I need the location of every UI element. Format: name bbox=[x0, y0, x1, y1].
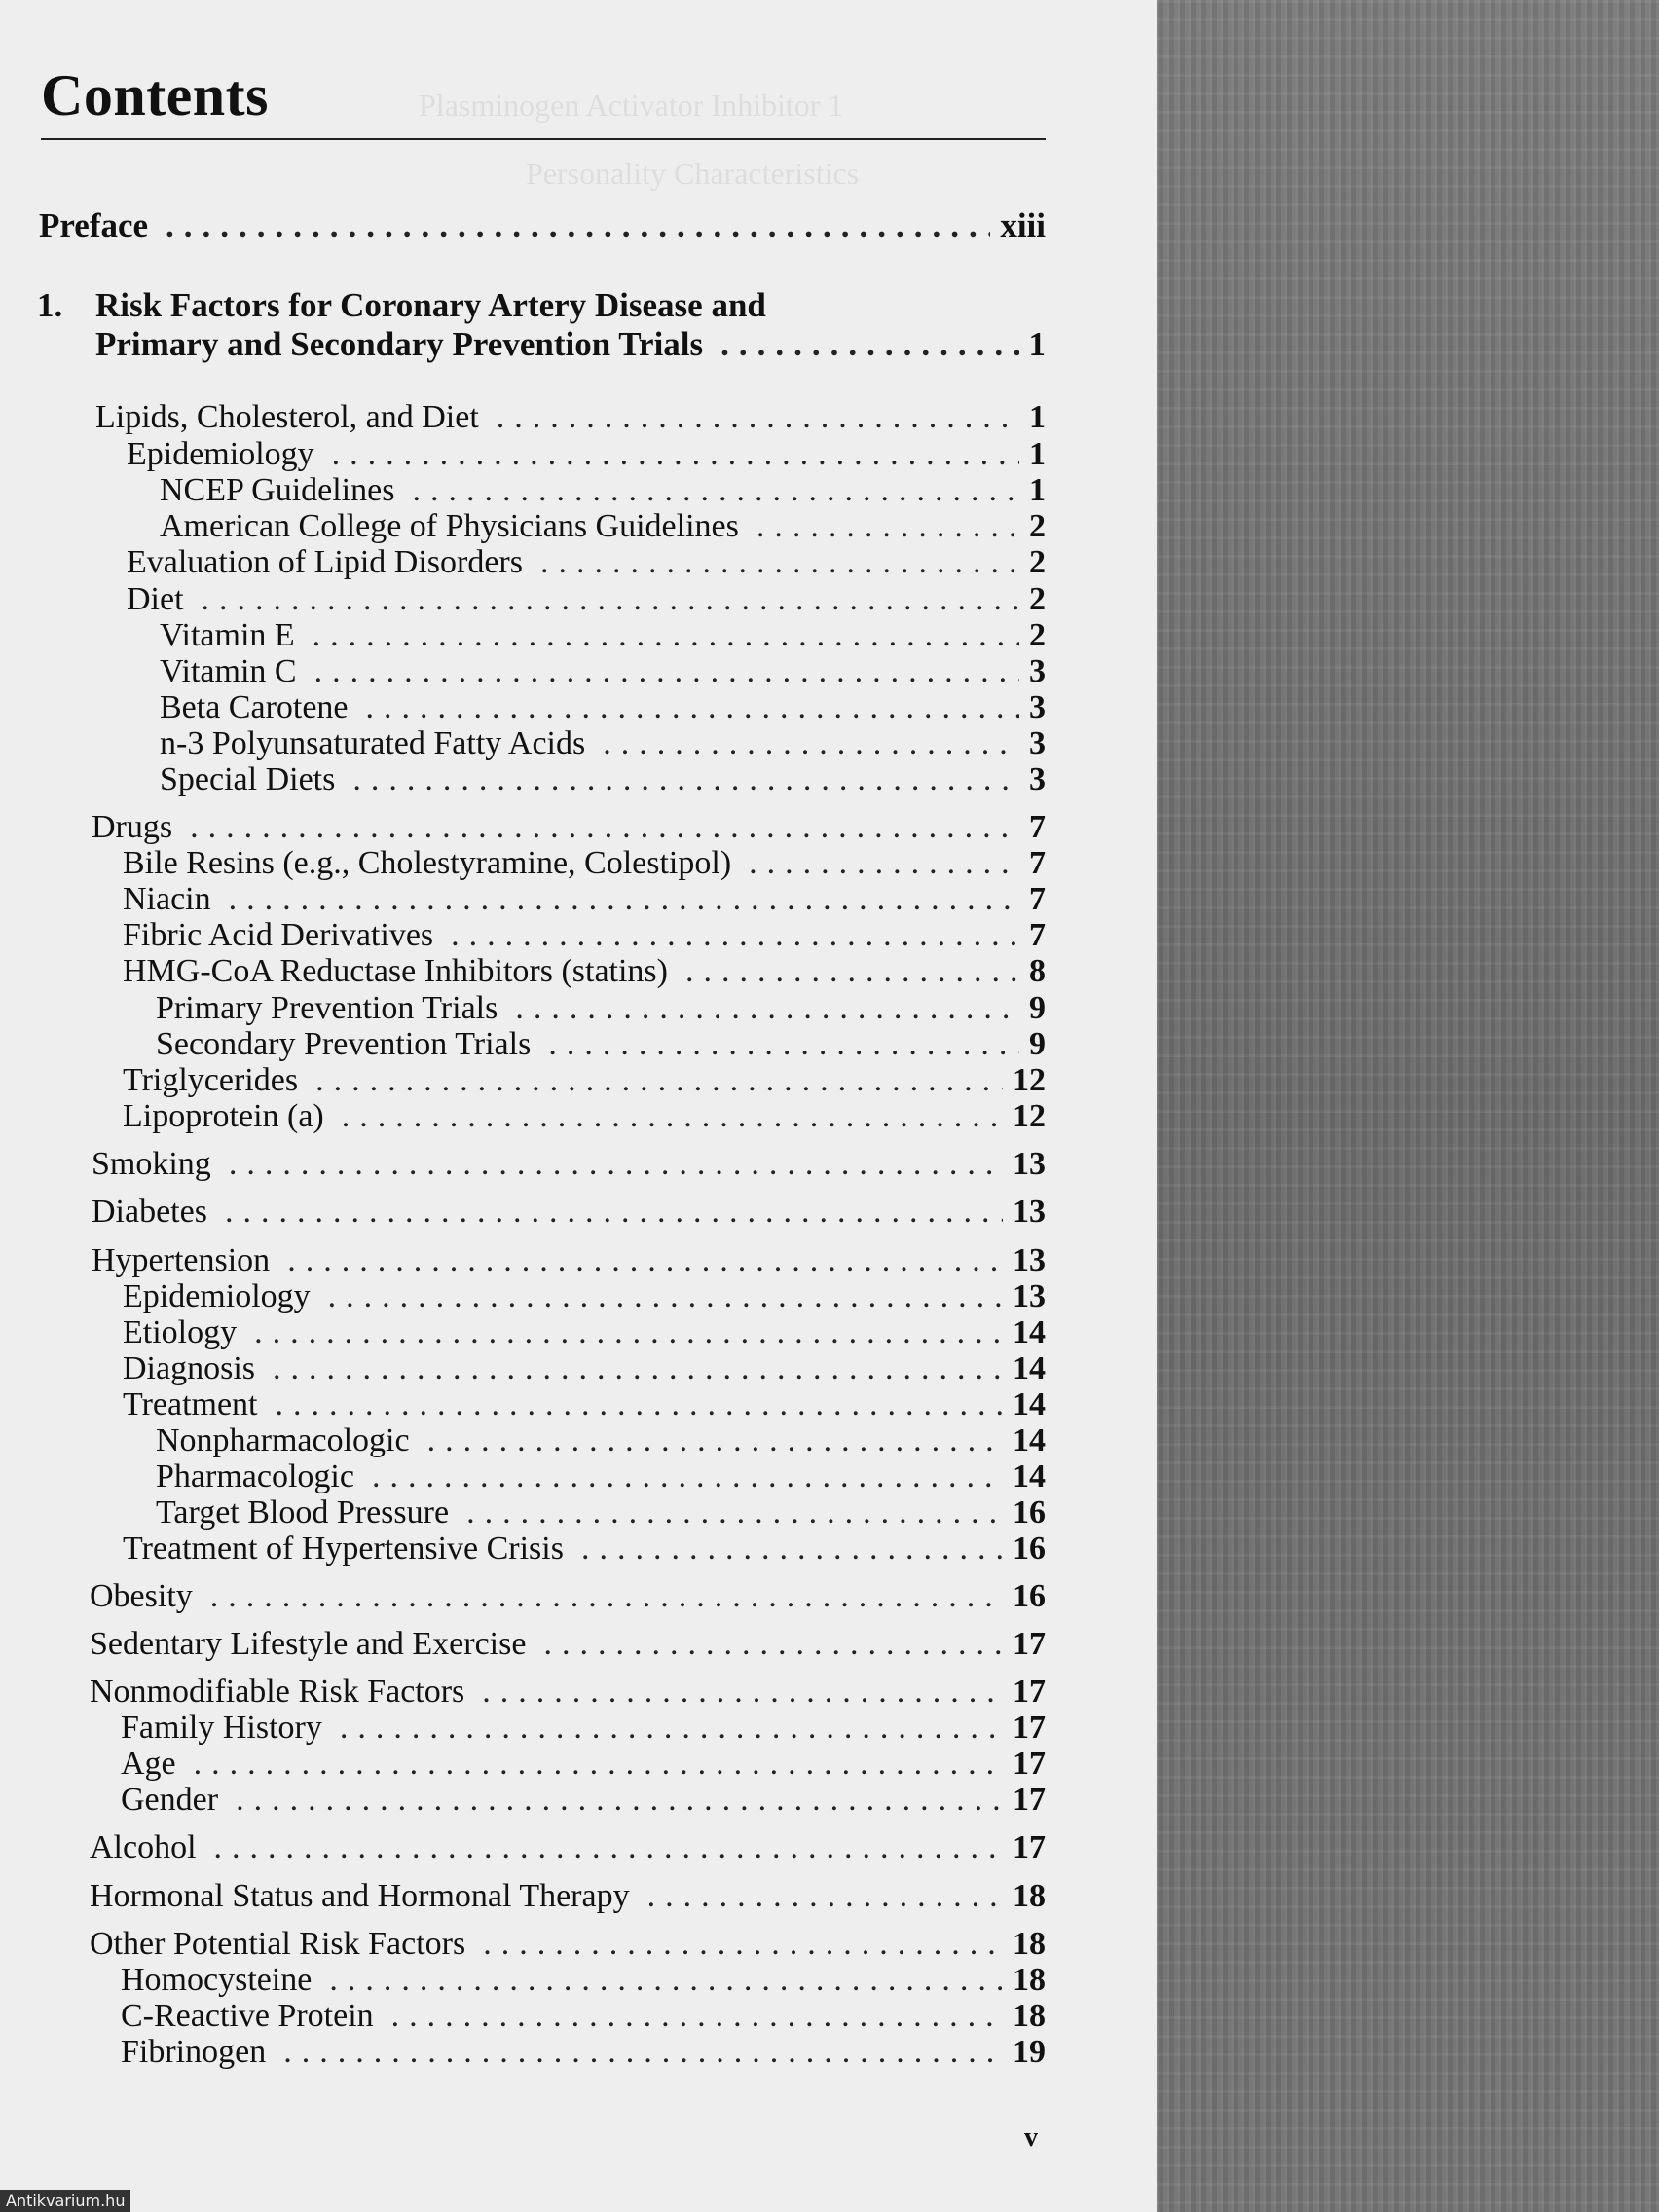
toc-entry-label: HMG-CoA Reductase Inhibitors (statins) bbox=[123, 953, 668, 989]
leader-dots bbox=[283, 2034, 1003, 2071]
toc-entry bbox=[121, 1710, 1046, 1747]
toc-entry-chapter bbox=[95, 325, 1046, 362]
leader-dots bbox=[202, 581, 1019, 618]
toc-entry bbox=[95, 399, 1046, 436]
toc-entry-label: Special Diets bbox=[160, 761, 336, 797]
toc-entry-page: 17 bbox=[1013, 1829, 1046, 1865]
toc-entry bbox=[121, 1746, 1046, 1783]
bleed-through-text: Personality Characteristics bbox=[526, 156, 860, 191]
toc-entry bbox=[92, 1146, 1046, 1183]
toc-entry-label: Obesity bbox=[90, 1578, 193, 1614]
toc-entry bbox=[156, 1422, 1046, 1459]
toc-entry-label: Diet bbox=[127, 581, 184, 617]
toc-entry-label: American College of Physicians Guidelines bbox=[160, 508, 739, 544]
toc-entry bbox=[90, 1578, 1046, 1615]
leader-dots bbox=[548, 1026, 1019, 1063]
toc-entry-label: Family History bbox=[121, 1710, 322, 1746]
leader-dots bbox=[190, 809, 1019, 846]
toc-entry-page: 1 bbox=[1029, 436, 1046, 472]
leader-dots bbox=[366, 689, 1019, 726]
leader-dots bbox=[315, 1062, 1003, 1099]
toc-entry-label: n-3 Polyunsaturated Fatty Acids bbox=[160, 725, 586, 761]
toc-entry bbox=[123, 1314, 1046, 1351]
toc-entry-label: Pharmacologic bbox=[156, 1458, 354, 1494]
leader-dots bbox=[756, 508, 1019, 545]
toc-entry-page: 3 bbox=[1029, 725, 1046, 761]
toc-entry bbox=[127, 436, 1046, 473]
toc-entry-page: xiii bbox=[1000, 206, 1046, 244]
chapter-number: 1. bbox=[37, 286, 63, 324]
leader-dots bbox=[466, 1494, 1003, 1531]
toc-entry-page: 17 bbox=[1013, 1782, 1046, 1818]
watermark: Antikvarium.hu bbox=[0, 2190, 130, 2212]
leader-dots bbox=[225, 1194, 1003, 1231]
leader-dots bbox=[214, 1829, 1003, 1866]
toc-entry-page: 14 bbox=[1013, 1314, 1046, 1350]
toc-entry-page: 1 bbox=[1029, 472, 1046, 508]
toc-entry-label: Fibrinogen bbox=[121, 2034, 267, 2070]
toc-entry-page: 7 bbox=[1029, 917, 1046, 953]
toc-entry-label: Alcohol bbox=[90, 1829, 197, 1865]
leader-dots bbox=[482, 1674, 1003, 1711]
toc-entry bbox=[160, 689, 1046, 726]
toc-entry bbox=[123, 1530, 1046, 1567]
toc-entry bbox=[127, 581, 1046, 618]
toc-entry-label: Homocysteine bbox=[121, 1962, 313, 1998]
toc-entry bbox=[121, 2034, 1046, 2071]
toc-entry bbox=[123, 845, 1046, 882]
toc-entry bbox=[121, 1962, 1046, 1999]
toc-entry-label: Treatment bbox=[123, 1386, 258, 1422]
toc-entry-label: Gender bbox=[121, 1782, 219, 1818]
toc-entry bbox=[123, 1386, 1046, 1423]
toc-entry bbox=[160, 761, 1046, 798]
leader-dots bbox=[342, 1098, 1003, 1135]
toc-entry-page: 3 bbox=[1029, 689, 1046, 725]
toc-entry bbox=[160, 508, 1046, 545]
leader-dots bbox=[412, 472, 1019, 509]
leader-dots bbox=[229, 1146, 1003, 1183]
leader-dots bbox=[328, 1278, 1003, 1315]
toc-entry bbox=[156, 1458, 1046, 1495]
toc-entry-page: 9 bbox=[1029, 1026, 1046, 1062]
toc-entry bbox=[160, 617, 1046, 654]
chapter-title-line2: Primary and Secondary Prevention Trials bbox=[95, 325, 704, 363]
toc-entry-label: Diagnosis bbox=[123, 1350, 255, 1386]
leader-dots bbox=[332, 436, 1019, 473]
leader-dots bbox=[340, 1710, 1003, 1747]
toc-entry-page: 19 bbox=[1013, 2034, 1046, 2070]
toc-entry-page: 7 bbox=[1029, 845, 1046, 881]
leader-dots bbox=[497, 399, 1019, 436]
toc-entry-page: 8 bbox=[1029, 953, 1046, 989]
leader-dots bbox=[372, 1458, 1003, 1495]
bleed-through-text: Plasminogen Activator Inhibitor 1 bbox=[419, 88, 844, 123]
toc-entry-label: Smoking bbox=[92, 1146, 211, 1182]
leader-dots bbox=[685, 953, 1019, 990]
toc-entry-page: 3 bbox=[1029, 653, 1046, 689]
toc-entry bbox=[121, 1998, 1046, 2035]
leader-dots bbox=[194, 1746, 1003, 1783]
toc-entry-page: 18 bbox=[1013, 1878, 1046, 1914]
page-number: v bbox=[1024, 2122, 1038, 2153]
toc-entry-page: 14 bbox=[1013, 1458, 1046, 1494]
toc-entry bbox=[90, 1829, 1046, 1866]
toc-entry bbox=[156, 990, 1046, 1027]
toc-entry-page: 13 bbox=[1013, 1278, 1046, 1314]
toc-entry-page: 18 bbox=[1013, 1998, 1046, 2034]
toc-entry bbox=[92, 1194, 1046, 1231]
toc-entry-label: Nonmodifiable Risk Factors bbox=[90, 1674, 465, 1710]
leader-dots bbox=[276, 1386, 1003, 1423]
toc-entry-label: Age bbox=[121, 1746, 176, 1782]
toc-entry-page: 2 bbox=[1029, 544, 1046, 580]
toc-entry-page: 3 bbox=[1029, 761, 1046, 797]
toc-entry-label: Epidemiology bbox=[123, 1278, 311, 1314]
toc-entry-label: Fibric Acid Derivatives bbox=[123, 917, 434, 953]
toc-entry bbox=[123, 917, 1046, 954]
toc-entry bbox=[160, 472, 1046, 509]
leader-dots bbox=[273, 1350, 1003, 1387]
toc-entry-page: 18 bbox=[1013, 1926, 1046, 1962]
toc-entry-label: Vitamin E bbox=[160, 617, 295, 653]
chapter-title-line1: Risk Factors for Coronary Artery Disease and bbox=[95, 286, 766, 324]
toc-entry bbox=[123, 1278, 1046, 1315]
toc-entry-page: 13 bbox=[1013, 1194, 1046, 1230]
toc-entry-page: 9 bbox=[1029, 990, 1046, 1026]
toc-entry-label: Other Potential Risk Factors bbox=[90, 1926, 466, 1962]
toc-entry-label: Hormonal Status and Hormonal Therapy bbox=[90, 1878, 630, 1914]
leader-dots bbox=[515, 990, 1019, 1027]
toc-entry-label: Nonpharmacologic bbox=[156, 1422, 410, 1458]
leader-dots bbox=[451, 917, 1019, 954]
toc-entry-page: 17 bbox=[1013, 1710, 1046, 1746]
leader-dots bbox=[166, 206, 990, 245]
leader-dots bbox=[287, 1242, 1003, 1279]
toc-entry-page: 2 bbox=[1029, 617, 1046, 653]
leader-dots bbox=[314, 653, 1019, 690]
toc-entry-page: 13 bbox=[1013, 1242, 1046, 1278]
toc-entry-page: 16 bbox=[1013, 1494, 1046, 1530]
toc-entry-page: 12 bbox=[1013, 1062, 1046, 1098]
toc-entry-page: 16 bbox=[1013, 1578, 1046, 1614]
toc-entry bbox=[127, 544, 1046, 581]
toc-entry-label: Beta Carotene bbox=[160, 689, 349, 725]
toc-entry-page: 14 bbox=[1013, 1422, 1046, 1458]
toc-entry-page: 17 bbox=[1013, 1674, 1046, 1710]
toc-entry-label: Etiology bbox=[123, 1314, 238, 1350]
leader-dots bbox=[352, 761, 1019, 798]
toc-entry bbox=[90, 1926, 1046, 1963]
toc-entry bbox=[123, 1350, 1046, 1387]
toc-entry-page: 16 bbox=[1013, 1530, 1046, 1567]
leader-dots bbox=[720, 325, 1018, 364]
toc-entry-label: Preface bbox=[39, 206, 149, 244]
toc-entry bbox=[160, 653, 1046, 690]
toc-entry bbox=[121, 1782, 1046, 1819]
toc-entry-page: 2 bbox=[1029, 581, 1046, 617]
toc-entry bbox=[123, 953, 1046, 990]
toc-entry-page: 13 bbox=[1013, 1146, 1046, 1182]
leader-dots bbox=[749, 845, 1019, 882]
toc-entry-page: 18 bbox=[1013, 1962, 1046, 1998]
leader-dots bbox=[581, 1530, 1003, 1567]
toc-entry bbox=[92, 1242, 1046, 1279]
toc-entry-label: Target Blood Pressure bbox=[156, 1494, 450, 1530]
toc-entry-page: 7 bbox=[1029, 881, 1046, 917]
leader-dots bbox=[483, 1926, 1003, 1963]
toc-entry-label: Lipids, Cholesterol, and Diet bbox=[95, 399, 479, 435]
leader-dots bbox=[603, 725, 1019, 762]
toc-entry bbox=[156, 1494, 1046, 1531]
toc-entry-label: Epidemiology bbox=[127, 436, 314, 472]
toc-entry bbox=[156, 1026, 1046, 1063]
toc-entry-label: Drugs bbox=[92, 809, 173, 845]
toc-entry bbox=[92, 809, 1046, 846]
leader-dots bbox=[236, 1782, 1003, 1819]
leader-dots bbox=[229, 881, 1019, 918]
toc-entry-label: Triglycerides bbox=[123, 1062, 299, 1098]
leader-dots bbox=[210, 1578, 1003, 1615]
toc-entry-label: Diabetes bbox=[92, 1194, 207, 1230]
leader-dots bbox=[313, 617, 1019, 654]
toc-entry-page: 2 bbox=[1029, 508, 1046, 544]
toc-entry-page: 12 bbox=[1013, 1098, 1046, 1134]
leader-dots bbox=[540, 544, 1019, 581]
toc-entry-label: Niacin bbox=[123, 881, 211, 917]
toc-entry-label: C-Reactive Protein bbox=[121, 1998, 374, 2034]
title-rule bbox=[41, 138, 1046, 140]
toc-entry-page: 14 bbox=[1013, 1386, 1046, 1422]
toc-entry-page: 17 bbox=[1013, 1746, 1046, 1782]
leader-dots bbox=[391, 1998, 1003, 2035]
toc-entry bbox=[90, 1878, 1046, 1915]
toc-entry-preface bbox=[39, 206, 1046, 243]
toc-entry bbox=[123, 1098, 1046, 1135]
toc-entry bbox=[90, 1626, 1046, 1663]
toc-entry-page: 7 bbox=[1029, 809, 1046, 845]
toc-entry-label: Vitamin C bbox=[160, 653, 297, 689]
leader-dots bbox=[543, 1626, 1003, 1663]
toc-entry-page: 14 bbox=[1013, 1350, 1046, 1386]
leader-dots bbox=[254, 1314, 1003, 1351]
toc-entry-label: Evaluation of Lipid Disorders bbox=[127, 544, 523, 580]
toc-entry-label: Treatment of Hypertensive Crisis bbox=[123, 1530, 564, 1567]
leader-dots bbox=[647, 1878, 1003, 1915]
toc-entry-label: Secondary Prevention Trials bbox=[156, 1026, 532, 1062]
toc-entry-page: 17 bbox=[1013, 1626, 1046, 1662]
toc-entry bbox=[160, 725, 1046, 762]
toc-entry-label: Bile Resins (e.g., Cholestyramine, Colestipol) bbox=[123, 845, 732, 881]
leader-dots bbox=[329, 1962, 1003, 1999]
toc-entry bbox=[90, 1674, 1046, 1711]
toc-entry bbox=[123, 1062, 1046, 1099]
toc-entry-label: Sedentary Lifestyle and Exercise bbox=[90, 1626, 527, 1662]
book-background bbox=[1157, 0, 1659, 2212]
toc-entry-page: 1 bbox=[1029, 399, 1046, 435]
leader-dots bbox=[427, 1422, 1003, 1459]
toc-entry-label: NCEP Guidelines bbox=[160, 472, 395, 508]
toc-entry bbox=[123, 881, 1046, 918]
page-title: Contents bbox=[41, 63, 270, 128]
toc-entry-label: Hypertension bbox=[92, 1242, 271, 1278]
toc-entry-label: Primary Prevention Trials bbox=[156, 990, 498, 1026]
toc-entry-page: 1 bbox=[1028, 325, 1046, 363]
toc-entry-label: Lipoprotein (a) bbox=[123, 1098, 324, 1134]
